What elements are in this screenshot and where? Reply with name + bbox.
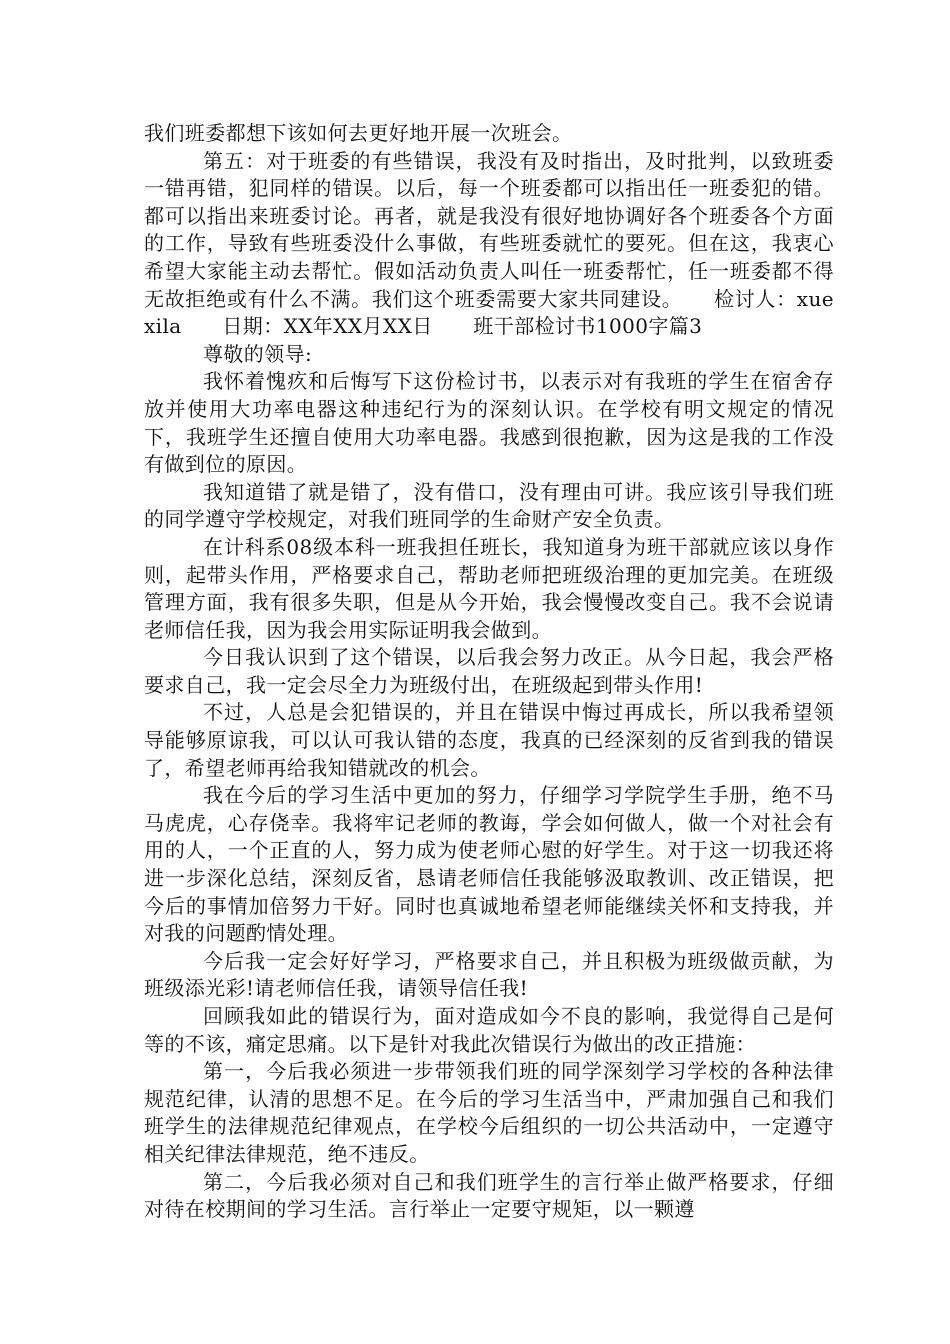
salutation: 尊敬的领导: bbox=[203, 341, 313, 366]
paragraph: 我在今后的学习生活中更加的努力，仔细学习学院学生手册，绝不马马虎虎，心存侥幸。我将牢记老师的教诲，学会如何做人，做一个对社会有用的人，一个正直的人，努力成为使老师心慰的好学生。对于这一切我还将进一步深化总结，深刻反省，恳请老师信任我能够汲取教训、改正错误，把今后的事情加倍努力干好。同时也真诚地希望老师能继续关怀和支持我，并对我的问题酌情处理。 bbox=[144, 783, 834, 946]
paragraph: 不过，人总是会犯错误的，并且在错误中悔过再成长，所以我希望领导能够原谅我，可以认可我认错的态度，我真的已经深刻的反省到我的错误了，希望老师再给我知错就改的机会。 bbox=[144, 700, 834, 780]
paragraph: 今后我一定会好好学习，严格要求自己，并且积极为班级做贡献，为班级添光彩!请老师信任我，请领导信任我! bbox=[144, 948, 834, 1001]
paragraph: 我知道错了就是错了，没有借口，没有理由可讲。我应该引导我们班的同学遵守学校规定，对我们班同学的生命财产安全负责。 bbox=[144, 479, 834, 532]
paragraph: 我怀着愧疚和后悔写下这份检讨书，以表示对有我班的学生在宿舍存放并使用大功率电器这种违纪行为的深刻认识。在学校有明文规定的情况下，我班学生还擅自使用大功率电器。我感到很抱歉，因为这是我的工作没有做到位的原因。 bbox=[144, 369, 834, 477]
paragraph: 回顾我如此的错误行为，面对造成如今不良的影响，我觉得自己是何等的不该，痛定思痛。以下是针对我此次错误行为做出的改正措施： bbox=[144, 1004, 834, 1056]
document-body bbox=[144, 120, 834, 1224]
paragraph: 第五：对于班委的有些错误，我没有及时指出，及时批判，以致班委一错再错，犯同样的错误。以后，每一个班委都可以指出任一班委犯的错。都可以指出来班委讨论。再者，就是我没有很好地协调好各个班委各个方面的工作，导致有些班委没什么事做，有些班委就忙的要死。但在这，我衷心希望大家能主动去帮忙。假如活动负责人叫任一班委帮忙，任一班委都不得无故拒绝或有什么不满。我们这个班委需要大家共同建设。 检讨人：xuexila 日期：XX年XX月XX日 班干部检讨书1000字篇3 bbox=[144, 148, 834, 339]
paragraph: 第一，今后我必须进一步带领我们班的同学深刻学习学校的各种法律规范纪律，认清的思想不足。在今后的学习生活当中，严肃加强自己和我们班学生的法律规范纪律观点，在学校今后组织的一切公共活动中，一定遵守相关纪律法律规范，绝不违反。 bbox=[144, 1059, 834, 1166]
paragraph: 第二，今后我必须对自己和我们班学生的言行举止做严格要求，仔细对待在校期间的学习生活。言行举止一定要守规矩，以一颗遵 bbox=[144, 1169, 834, 1222]
paragraph: 我们班委都想下该如何去更好地开展一次班会。 bbox=[144, 121, 573, 145]
paragraph: 在计科系08级本科一班我担任班长，我知道身为班干部就应该以身作则，起带头作用，严格要求自己，帮助老师把班级治理的更加完美。在班级管理方面，我有很多失职，但是从今开始，我会慢慢改变自己。我不会说请老师信任我，因为我会用实际证明我会做到。 bbox=[144, 534, 834, 642]
paragraph: 今日我认识到了这个错误，以后我会努力改正。从今日起，我会严格要求自己，我一定会尽全力为班级付出，在班级起到带头作用! bbox=[144, 645, 834, 697]
